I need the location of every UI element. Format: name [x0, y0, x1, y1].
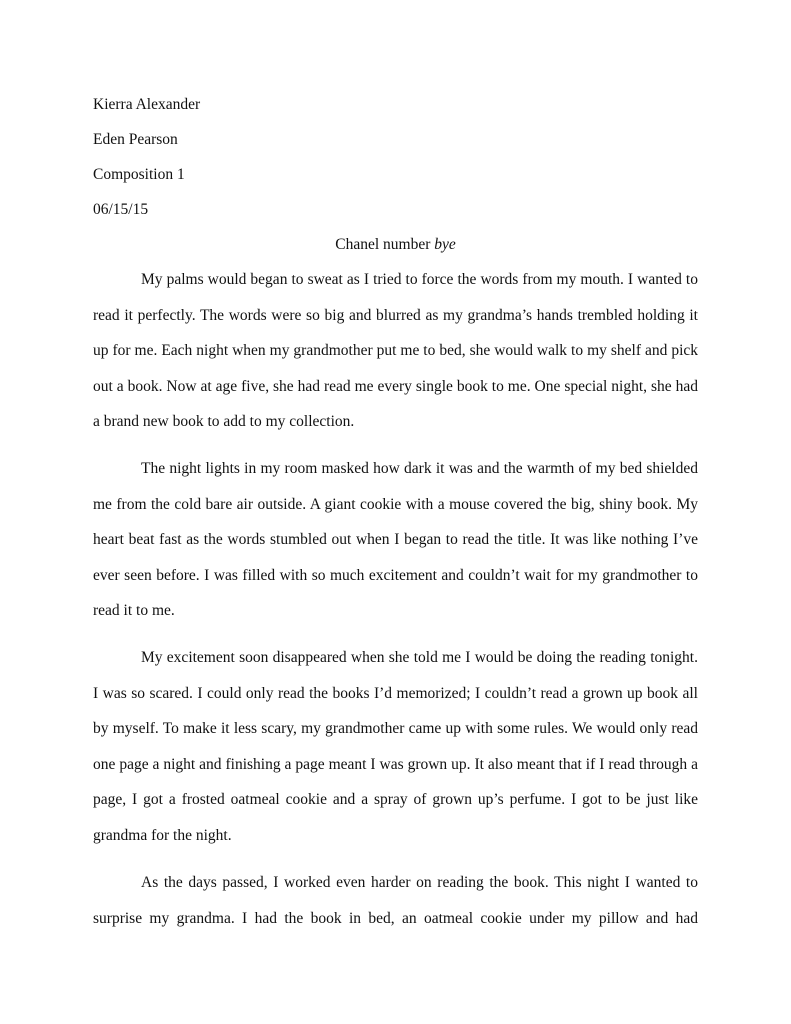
paragraph-line: surprise my grandma. I had the book in bed, an oatmeal cookie under my pillow and had [93, 909, 698, 927]
paragraph-line: out a book. Now at age five, she had read me every single book to me. One special night, she had [93, 377, 698, 395]
paragraph-line: page, I got a frosted oatmeal cookie and a spray of grown up’s perfume. I got to be just like [93, 791, 698, 809]
paragraph-3 [93, 640, 698, 854]
essay-title-main: Chanel number [335, 236, 435, 253]
paragraph-line: heart beat fast as the words stumbled out when I began to read the title. It was like nothing I’ve [93, 531, 698, 549]
essay-title [0, 235, 791, 255]
paragraph-2 [93, 451, 698, 629]
assignment-date: 06/15/15 [93, 201, 149, 218]
paragraph-line: up for me. Each night when my grandmother put me to bed, she would walk to my shelf and pick [93, 342, 698, 360]
paragraph-line: My palms would began to sweat as I tried to force the words from my mouth. I wanted to [141, 271, 698, 288]
paragraph-line: My excitement soon disappeared when she told me I would be doing the reading tonight. [141, 649, 698, 666]
essay-title-italic: bye [434, 236, 456, 253]
student-name: Kierra Alexander [93, 96, 201, 113]
paragraph-line: ever seen before. I was filled with so much excitement and couldn’t wait for my grandmother to [93, 566, 698, 584]
paragraph-line: read it perfectly. The words were so big and blurred as my grandma’s hands trembled holding it [93, 306, 698, 324]
paragraph-line: read it to me. [93, 602, 175, 620]
course-name: Composition 1 [93, 166, 185, 183]
paragraph-1 [93, 262, 698, 440]
paragraph-line: The night lights in my room masked how dark it was and the warmth of my bed shielded [141, 460, 698, 477]
paragraph-line: I was so scared. I could only read the books I’d memorized; I couldn’t read a grown up book all [93, 684, 698, 702]
paragraph-line: As the days passed, I worked even harder on reading the book. This night I wanted to [141, 874, 698, 891]
paragraph-line: grandma for the night. [93, 826, 232, 844]
paragraph-line: me from the cold bare air outside. A giant cookie with a mouse covered the big, shiny book. My [93, 495, 698, 513]
paragraph-line: a brand new book to add to my collection. [93, 413, 355, 431]
paragraph-line: one page a night and finishing a page meant I was grown up. It also meant that if I read through a [93, 755, 698, 773]
instructor-name: Eden Pearson [93, 131, 178, 148]
paragraph-line: by myself. To make it less scary, my grandmother came up with some rules. We would only read [93, 720, 698, 738]
paragraph-4 [93, 865, 698, 936]
